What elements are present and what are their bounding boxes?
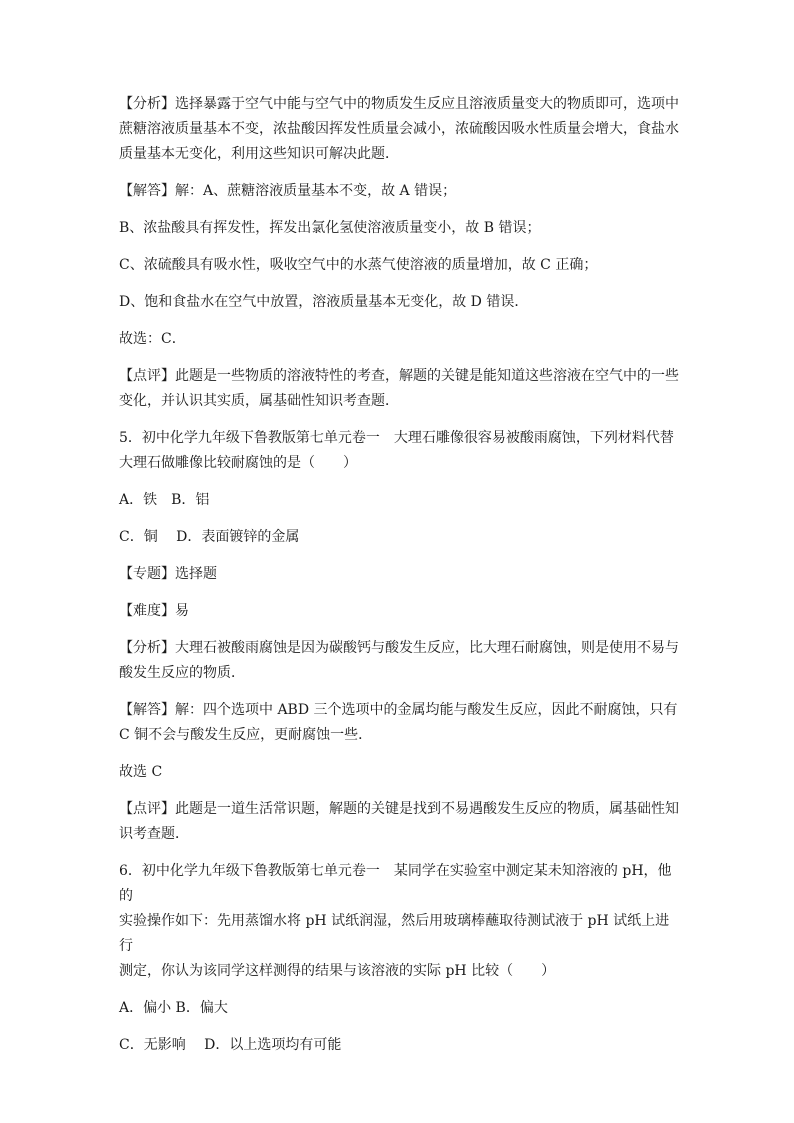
paragraph bbox=[119, 698, 679, 748]
text-line: 故选 C bbox=[119, 764, 163, 780]
text-line: 故选：C． bbox=[119, 331, 186, 347]
paragraph bbox=[119, 1033, 679, 1058]
text-line: 实验操作如下：先用蒸馏水将 pH 试纸润湿，然后用玻璃棒蘸取待测试液于 pH 试纸上进行 bbox=[119, 913, 670, 954]
paragraph bbox=[119, 327, 679, 352]
text-line: D、饱和食盐水在空气中放置，溶液质量基本无变化，故 D 错误． bbox=[119, 294, 529, 310]
text-line: C 铜不会与酸发生反应，更耐腐蚀一些． bbox=[119, 727, 373, 743]
paragraph bbox=[119, 92, 679, 167]
text-line: 5．初中化学九年级下鲁教版第七单元卷一 大理石雕像很容易被酸雨腐蚀，下列材料代替 bbox=[119, 430, 674, 446]
paragraph bbox=[119, 636, 679, 686]
text-line: B、浓盐酸具有挥发性，挥发出氯化氢使溶液质量变小，故 B 错误； bbox=[119, 220, 541, 236]
text-line: 【难度】易 bbox=[119, 603, 189, 619]
paragraph bbox=[119, 364, 679, 414]
paragraph bbox=[119, 216, 679, 241]
text-line: C．无影响 D．以上选项均有可能 bbox=[119, 1037, 342, 1053]
paragraph bbox=[119, 525, 679, 550]
text-line: 6．初中化学九年级下鲁教版第七单元卷一 某同学在实验室中测定某未知溶液的 pH，他的 bbox=[119, 863, 672, 904]
paragraph bbox=[119, 797, 679, 847]
text-line: 蔗糖溶液质量基本不变，浓盐酸因挥发性质量会减小，浓硫酸因吸水性质量会增大，食盐水 bbox=[119, 121, 679, 137]
text-line: 【点评】此题是一些物质的溶液特性的考查，解题的关键是能知道这些溶液在空气中的一些 bbox=[119, 368, 679, 384]
text-line: 【专题】选择题 bbox=[119, 566, 217, 582]
text-line: 大理石做雕像比较耐腐蚀的是（ ） bbox=[119, 455, 357, 471]
text-line: C、浓硫酸具有吸水性，吸收空气中的水蒸气使溶液的质量增加，故 C 正确； bbox=[119, 257, 598, 273]
text-line: 变化，并认识其实质，属基础性知识考查题． bbox=[119, 393, 399, 409]
paragraph bbox=[119, 599, 679, 624]
paragraph bbox=[119, 179, 679, 204]
text-line: 【点评】此题是一道生活常识题，解题的关键是找到不易遇酸发生反应的物质，属基础性知 bbox=[119, 801, 679, 817]
text-line: 【分析】选择暴露于空气中能与空气中的物质发生反应且溶液质量变大的物质即可，选项中 bbox=[119, 96, 679, 112]
text-line: 酸发生反应的物质． bbox=[119, 665, 245, 681]
document-page bbox=[119, 92, 679, 1070]
paragraph bbox=[119, 253, 679, 278]
text-line: A．偏小 B．偏大 bbox=[119, 1000, 228, 1016]
text-line: C．铜 D．表面镀锌的金属 bbox=[119, 529, 300, 545]
text-line: 【解答】解：四个选项中 ABD 三个选项中的金属均能与酸发生反应，因此不耐腐蚀，只有 bbox=[119, 702, 678, 718]
paragraph bbox=[119, 760, 679, 785]
text-line: 【分析】大理石被酸雨腐蚀是因为碳酸钙与酸发生反应，比大理石耐腐蚀，则是使用不易与 bbox=[119, 640, 679, 656]
text-line: 【解答】解：A、蔗糖溶液质量基本不变，故 A 错误； bbox=[119, 183, 457, 199]
text-line: A．铁 B．铝 bbox=[119, 492, 210, 508]
text-line: 质量基本无变化，利用这些知识可解决此题． bbox=[119, 146, 399, 162]
paragraph bbox=[119, 859, 679, 984]
paragraph bbox=[119, 996, 679, 1021]
paragraph bbox=[119, 488, 679, 513]
paragraph bbox=[119, 290, 679, 315]
text-line: 测定，你认为该同学这样测得的结果与该溶液的实际 pH 比较（ ） bbox=[119, 963, 556, 979]
paragraph bbox=[119, 426, 679, 476]
paragraph bbox=[119, 562, 679, 587]
text-line: 识考查题． bbox=[119, 826, 189, 842]
